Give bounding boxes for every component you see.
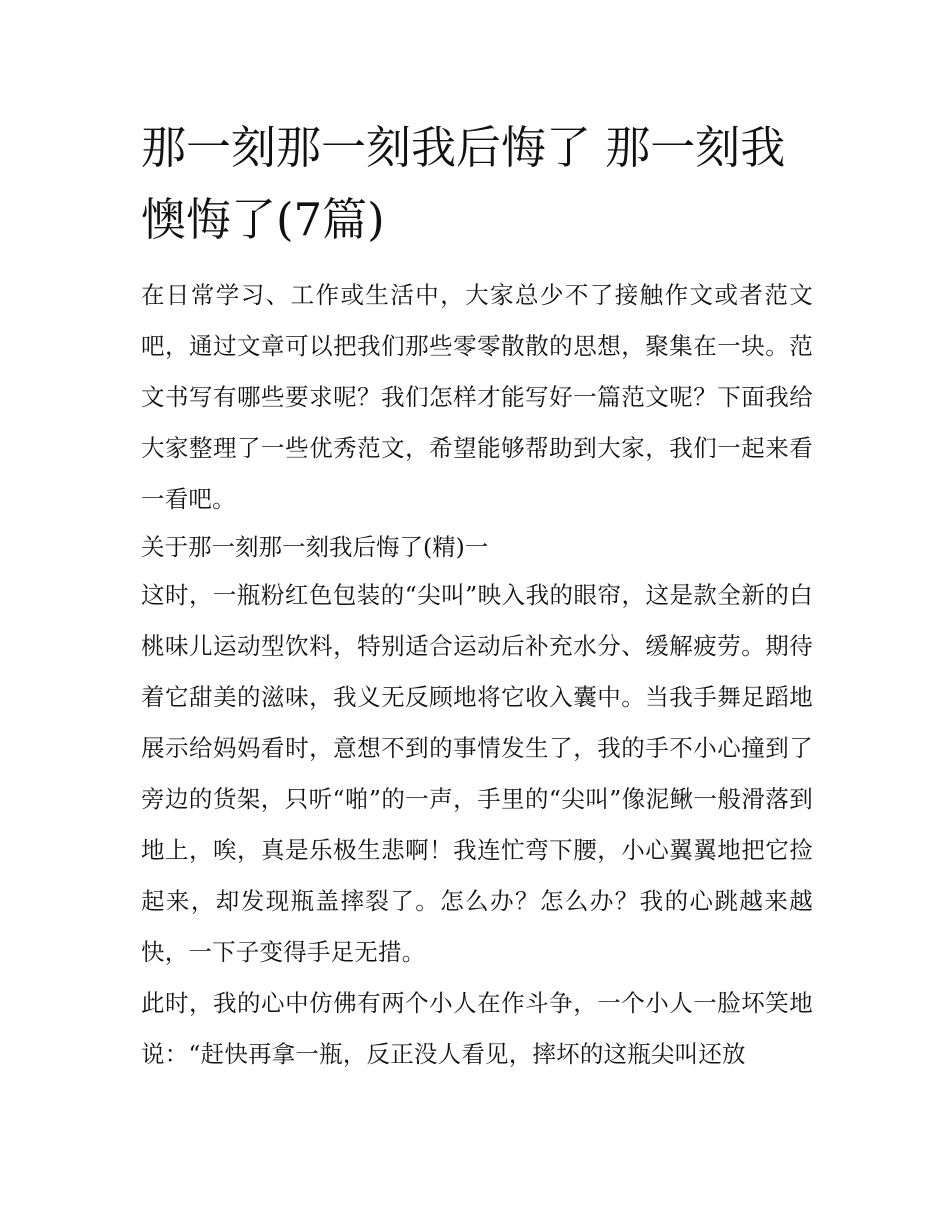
body-paragraph-1: 这时，一瓶粉红色包装的“尖叫”映入我的眼帘，这是款全新的白桃味儿运动型饮料，特别适合运动后补充水分、缓解疲劳。期待着它甜美的滋味，我义无反顾地将它收入囊中。当我手舞足蹈地展示给妈妈看时，意想不到的事情发生了，我的手不小心撞到了旁边的货架，只听“啪”的一声，手里的“尖叫”像泥鳅一般滑落到地上，唉，真是乐极生悲啊！我连忙弯下腰，小心翼翼地把它捡起来，却发现瓶盖摔裂了。怎么办？怎么办？我的心跳越来越快，一下子变得手足无措。 <box>141 581 813 966</box>
document-content <box>141 112 813 1080</box>
document-title: 那一刻那一刻我后悔了 那一刻我懊悔了(7篇) <box>141 121 786 246</box>
intro-paragraph: 在日常学习、工作或生活中，大家总少不了接触作文或者范文吧，通过文章可以把我们那些零零散散的思想，聚集在一块。范文书写有哪些要求呢？我们怎样才能写好一篇范文呢？下面我给大家整理了一些优秀范文，希望能够帮助到大家，我们一起来看一看吧。 <box>141 281 813 513</box>
section-heading: 关于那一刻那一刻我后悔了(精)一 <box>141 533 489 561</box>
body-paragraph-2: 此时，我的心中仿佛有两个小人在作斗争，一个小人一脸坏笑地说：“赶快再拿一瓶，反正没人看见，摔坏的这瓶尖叫还放 <box>141 989 813 1068</box>
